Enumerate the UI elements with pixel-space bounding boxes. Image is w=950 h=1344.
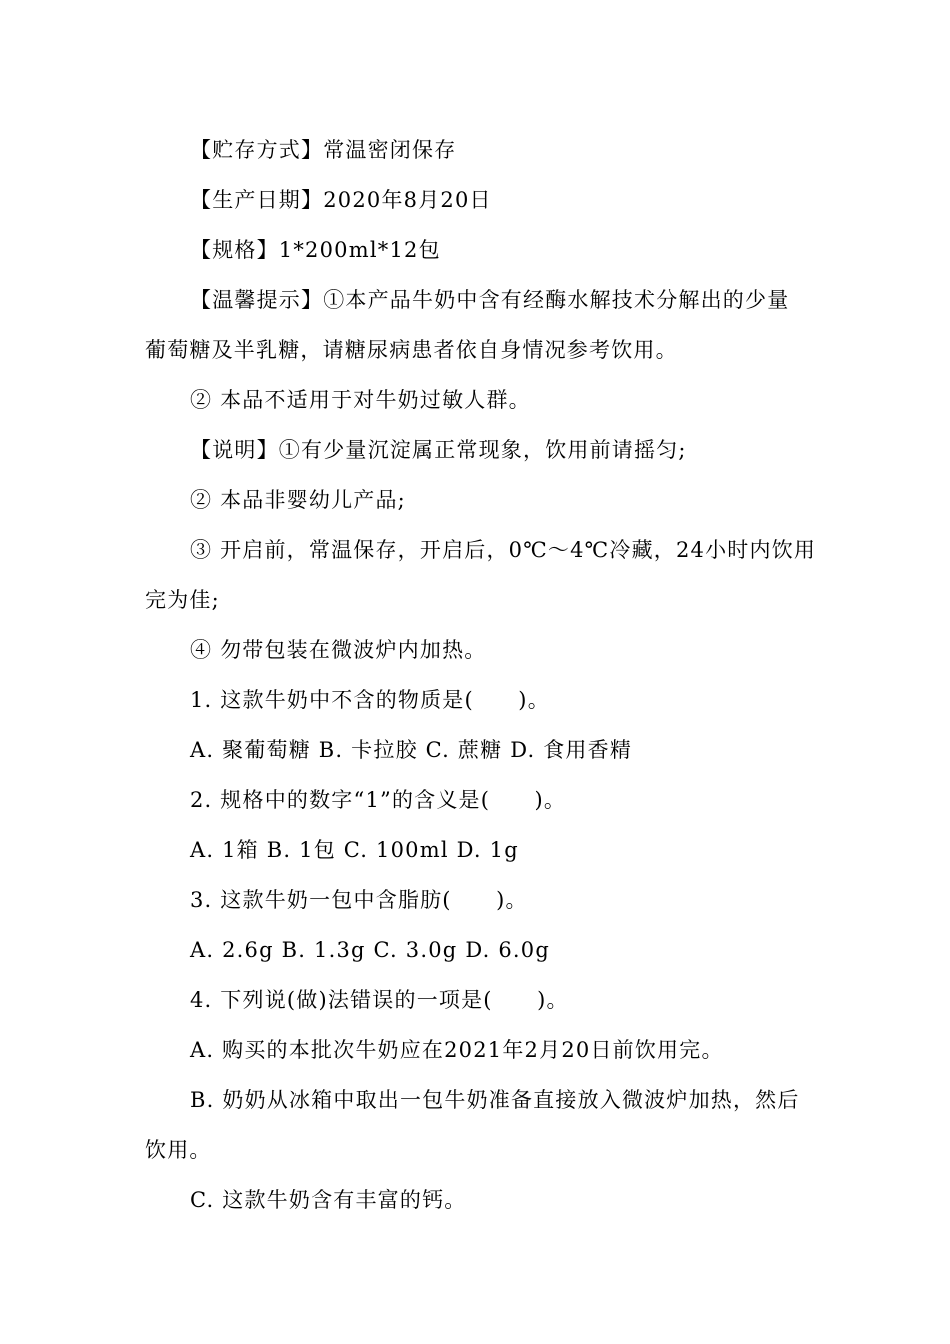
tips-line-1: 【温馨提示】①本产品牛奶中含有经酶水解技术分解出的少量 [190,288,790,312]
notes-line-1: 【说明】①有少量沉淀属正常现象，饮用前请摇匀; [190,438,687,462]
question-4-option-b-continued: 饮用。 [145,1138,212,1162]
tips-line-3: ② 本品不适用于对牛奶过敏人群。 [190,388,531,412]
question-2: 2. 规格中的数字“1”的含义是( )。 [190,788,567,812]
production-date-line: 【生产日期】2020年8月20日 [190,188,492,212]
question-3: 3. 这款牛奶一包中含脂肪( )。 [190,888,528,912]
question-2-options: A. 1箱 B. 1包 C. 100ml D. 1g [190,838,519,862]
tips-line-2: 葡萄糖及半乳糖，请糖尿病患者依自身情况参考饮用。 [145,338,678,362]
question-4: 4. 下列说(做)法错误的一项是( )。 [190,988,569,1012]
specification-line: 【规格】1*200ml*12包 [190,238,441,262]
notes-line-3: ③ 开启前，常温保存，开启后，0℃～4℃冷藏，24小时内饮用 [190,538,817,562]
question-4-option-c: C. 这款牛奶含有丰富的钙。 [190,1188,467,1212]
question-3-options: A. 2.6g B. 1.3g C. 3.0g D. 6.0g [190,938,550,962]
notes-line-4: ④ 勿带包装在微波炉内加热。 [190,638,487,662]
question-1: 1. 这款牛奶中不含的物质是( )。 [190,688,550,712]
notes-line-2: ② 本品非婴幼儿产品; [190,488,406,512]
question-4-option-b: B. 奶奶从冰箱中取出一包牛奶准备直接放入微波炉加热，然后 [190,1088,800,1112]
notes-line-3-continued: 完为佳; [145,588,220,612]
storage-method-line: 【贮存方式】常温密闭保存 [190,138,457,162]
question-1-options: A. 聚葡萄糖 B. 卡拉胶 C. 蔗糖 D. 食用香精 [190,738,633,762]
question-4-option-a: A. 购买的本批次牛奶应在2021年2月20日前饮用完。 [190,1038,724,1062]
